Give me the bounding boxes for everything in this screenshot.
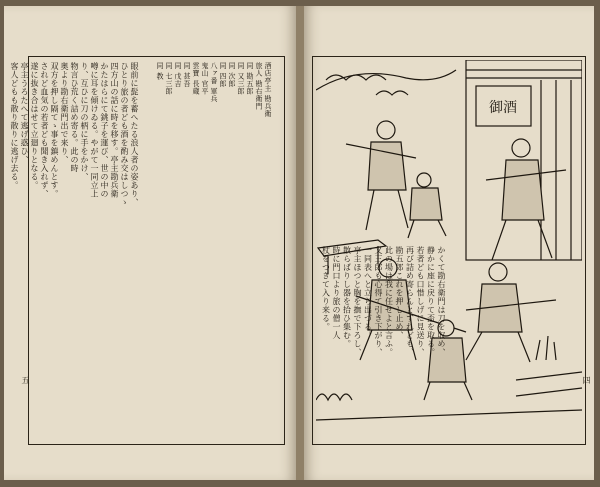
body-column: されど血気の若者ども聞き入れず、 xyxy=(40,62,49,198)
cast-entry: 雲寶 長蔵 xyxy=(192,62,200,95)
body-column: 客人どもも散り散りに逃げ去る。 xyxy=(10,62,19,190)
fence xyxy=(516,372,582,396)
body-column: 双方を押し隔てゝ事を鎮めんとす。 xyxy=(50,62,59,198)
cast-entry: 旅人 勘右衛門 xyxy=(255,62,263,110)
cast-entry: 同 又三郎 xyxy=(237,62,245,95)
cast-entry: 同 次郎 xyxy=(228,62,236,88)
figure-standing-left xyxy=(346,121,416,230)
body-column: 亭主ほつと胸を撫で下ろし、 xyxy=(353,246,362,357)
body-column: 静かに座に戻りて盃を取る。 xyxy=(426,246,436,357)
left-body-text xyxy=(9,62,139,438)
body-column: かくて勘右衛門は刀を収め、 xyxy=(437,246,446,357)
cast-list xyxy=(155,62,272,192)
figure-fighting-right xyxy=(466,263,556,362)
body-column: かたはらにて銚子を運び、世の中の xyxy=(100,62,109,198)
right-page-number: 四 xyxy=(582,376,591,384)
body-column: 又三郎も心得て引き下がり、 xyxy=(374,246,383,357)
body-column: 散らばりし器を拾ひ集む。 xyxy=(342,246,352,348)
cast-entry: 同 教 xyxy=(156,62,164,80)
body-column: 噂に耳を傾けゐる。やがて一同立上 xyxy=(90,62,99,198)
body-column: 亭主うろたへて逃げ惑ひ、 xyxy=(20,62,29,164)
body-column: 遂に抜き合はせて立廻りとなる。 xyxy=(30,62,39,190)
body-column: 勘五郎これを押し止め、 xyxy=(395,246,404,340)
left-page xyxy=(4,6,296,480)
right-body-text xyxy=(318,246,446,438)
cast-entry: 同 勘五郎 xyxy=(246,62,254,95)
cast-entry: 鬼山 官平 xyxy=(201,62,209,95)
cast-entry: 同 戊吉 xyxy=(174,62,182,88)
body-column: ひとり旅の者ども酒を酌み交はしつゝ xyxy=(120,62,129,207)
figure-crouching-child xyxy=(408,173,446,238)
body-column: り、互ひに刀の柄に手をかけ、 xyxy=(80,62,89,181)
body-column: 奥より勘右衛門出で来り、 xyxy=(60,62,69,164)
body-column: 一同表へと立ち出づる。 xyxy=(363,246,373,340)
book-gutter xyxy=(296,6,304,480)
body-column: 此の場は我に任せよと言ふ。 xyxy=(384,246,394,357)
cast-entry: 同 四郎 xyxy=(219,62,227,88)
cast-entry: 酒店亭主 勘兵衛 xyxy=(264,62,272,118)
cast-entry: 八ァ番 軍兵 xyxy=(210,62,218,103)
body-column: 若者ども口惜しげに見送り、 xyxy=(416,246,425,357)
left-page-number: 五 xyxy=(21,376,30,384)
left-body-columns xyxy=(10,62,278,438)
body-column: 時に門口より旅の僧一人 xyxy=(332,246,341,340)
right-page xyxy=(304,6,594,480)
body-column: 物言ひ荒く詰め寄る。此の時 xyxy=(70,62,79,173)
cast-entry: 同 七三郎 xyxy=(165,62,173,95)
body-column: 杖をつきて入り来る。 xyxy=(321,246,331,331)
shop-sign-text: 御酒 xyxy=(489,100,517,116)
cast-entry: 同 甚吾 xyxy=(183,62,191,88)
body-column: 四方山の話に時を移す。亭主勘兵衛 xyxy=(110,62,119,198)
body-column: 眼前に髭を蓄へたる浪人者の姿あり、 xyxy=(130,62,139,207)
body-column: 再び詰め寄らんとすれども、 xyxy=(405,246,415,357)
